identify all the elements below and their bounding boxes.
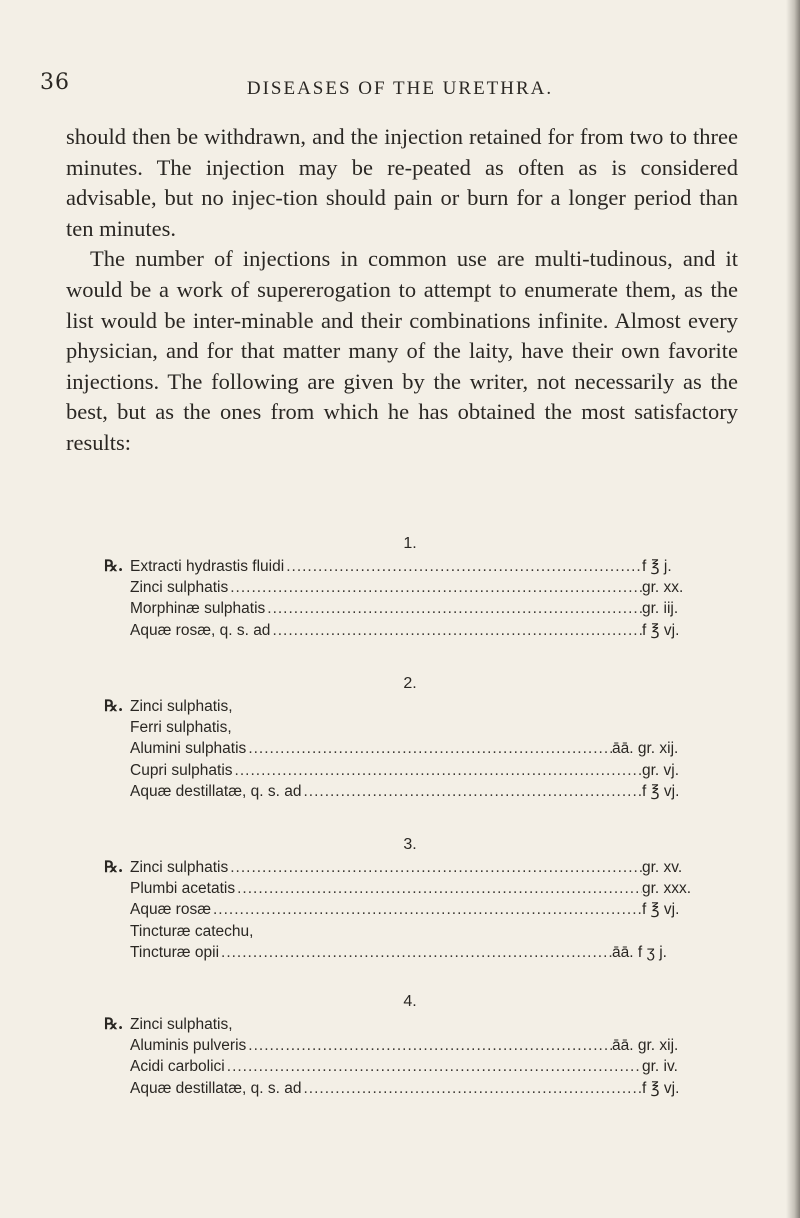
recipe-symbol: ℞.	[104, 857, 124, 876]
formula-line	[104, 717, 716, 739]
running-head: DISEASES OF THE URETHRA.	[246, 78, 554, 99]
leader-dots	[225, 1056, 642, 1078]
leader-dots	[228, 857, 642, 879]
ingredient: Tincturæ catechu,	[130, 922, 254, 940]
ingredient: Plumbi acetatis	[130, 879, 236, 897]
recipe-symbol: ℞.	[104, 696, 124, 715]
ingredient: Tincturæ opii	[130, 944, 220, 962]
formula-line	[104, 1078, 716, 1100]
formula-line	[104, 856, 716, 878]
formula-line	[104, 781, 716, 803]
leader-dots	[211, 899, 642, 921]
formula-line	[104, 899, 716, 921]
ingredient: Aquæ rosæ, q. s. ad	[130, 621, 271, 639]
ingredient: Zinci sulphatis,	[130, 698, 233, 715]
dose: āā. gr. xij.	[612, 740, 679, 758]
dose: gr. xv.	[642, 859, 683, 876]
formula-number: 1.	[403, 535, 417, 552]
body-text	[66, 122, 738, 459]
dose: āā. gr. xij.	[612, 1036, 679, 1054]
leader-dots	[284, 556, 642, 578]
ingredient: Aluminis pulveris	[130, 1036, 247, 1054]
ingredient: Zinci sulphatis,	[130, 1016, 233, 1033]
ingredient: Morphinæ sulphatis	[130, 600, 266, 618]
formula-2	[104, 673, 716, 803]
ingredient: Extracti hydrastis fluidi	[130, 558, 285, 575]
formula-3	[104, 834, 716, 964]
dose: āā. f ʒ j.	[612, 944, 667, 962]
dose: gr. xx.	[642, 578, 684, 596]
leader-dots	[246, 1035, 612, 1057]
dose: f ℥ vj.	[642, 783, 680, 801]
formula-line	[104, 620, 716, 642]
formula-number: 4.	[403, 993, 417, 1010]
paragraph: The number of injections in common use are multi-tudinous, and it would be a work of supererogation to attempt to enumerate them, as the list would be inter-minable and their combinations infinite. Almost every physician, and for that matter many of the laity, have their own favorite injections. The following are given by the writer, not necessarily as the best, but as the ones from which he has obtained the most satisfactory results:	[66, 246, 738, 455]
ingredient: Zinci sulphatis	[130, 859, 229, 876]
leader-dots	[270, 620, 642, 642]
page-edge-shadow	[786, 0, 800, 1218]
formula-number: 2.	[403, 675, 417, 692]
ingredient: Ferri sulphatis,	[130, 718, 232, 736]
leader-dots	[301, 781, 642, 803]
recipe-symbol: ℞.	[104, 556, 124, 575]
formula-line	[104, 1035, 716, 1057]
dose: gr. xxx.	[642, 879, 692, 897]
formula-line	[104, 695, 716, 717]
dose: f ℥ vj.	[642, 901, 680, 919]
dose: f ℥ vj.	[642, 1079, 680, 1097]
leader-dots	[233, 760, 642, 782]
ingredient: Aquæ destillatæ, q. s. ad	[130, 783, 302, 801]
leader-dots	[219, 942, 612, 964]
leader-dots	[246, 738, 612, 760]
paragraph: should then be withdrawn, and the injection retained for from two to three minutes. The injection may be re-peated as often as is considered advisable, but no injec-tion should pain or burn for a longer period than ten minutes.	[66, 124, 738, 241]
ingredient: Acidi carbolici	[130, 1058, 225, 1076]
formula-number: 3.	[403, 836, 417, 853]
formula-1	[104, 533, 716, 641]
leader-dots	[301, 1078, 642, 1100]
dose: gr. iij.	[642, 600, 679, 618]
formula-line	[104, 921, 716, 943]
formula-4	[104, 991, 716, 1099]
dose: f ℥ vj.	[642, 621, 680, 639]
ingredient: Cupri sulphatis	[130, 761, 233, 779]
dose: f ℥ j.	[642, 558, 672, 575]
ingredient: Alumini sulphatis	[130, 740, 247, 758]
ingredient: Aquæ destillatæ, q. s. ad	[130, 1079, 302, 1097]
page-number: 36	[40, 70, 70, 95]
formula-line	[104, 878, 716, 900]
formula-line	[104, 1056, 716, 1078]
leader-dots	[265, 598, 642, 620]
dose: gr. iv.	[642, 1058, 678, 1076]
formula-line	[104, 598, 716, 620]
recipe-symbol: ℞.	[104, 1014, 124, 1033]
formula-line	[104, 555, 716, 577]
formula-line	[104, 942, 716, 964]
formula-line	[104, 1013, 716, 1035]
ingredient: Aquæ rosæ	[130, 901, 211, 919]
formula-line	[104, 738, 716, 760]
dose: gr. vj.	[642, 761, 680, 779]
leader-dots	[228, 577, 642, 599]
ingredient: Zinci sulphatis	[130, 578, 229, 596]
leader-dots	[235, 878, 642, 900]
formula-line	[104, 577, 716, 599]
formula-line	[104, 760, 716, 782]
